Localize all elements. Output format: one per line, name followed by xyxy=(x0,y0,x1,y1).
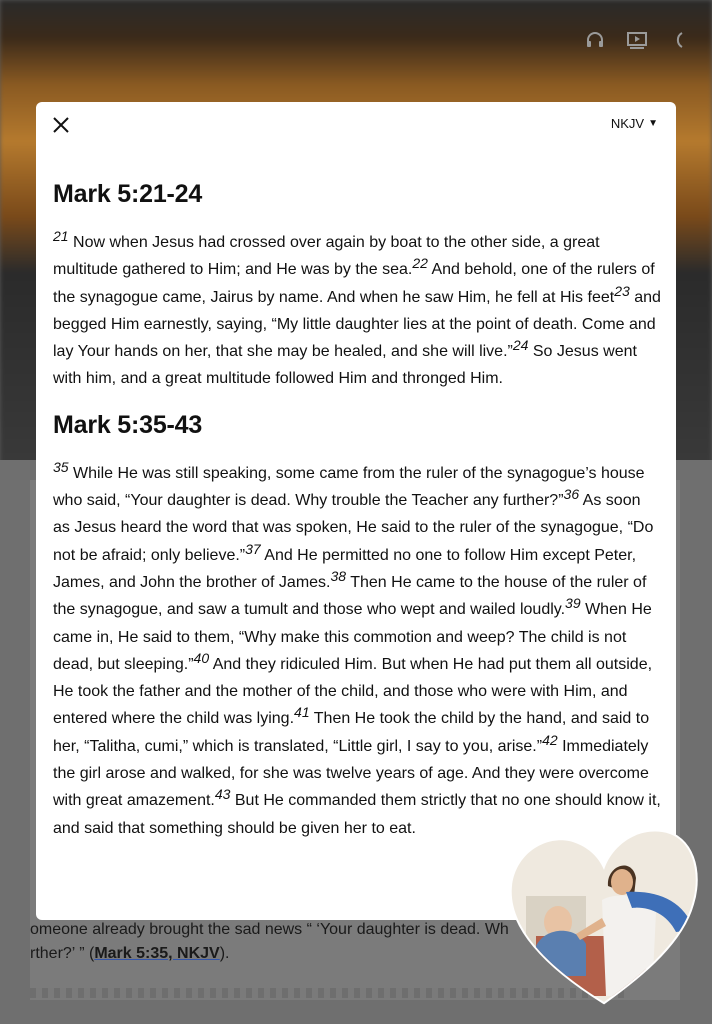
heart-illustration xyxy=(506,826,702,1008)
verse-number: 35 xyxy=(53,458,69,475)
verse-number: 24 xyxy=(512,337,529,354)
background-line-2-prefix: rther?’ ” ( xyxy=(30,945,95,962)
verse-text: When He came in, He said to them, “Why make this commotion and weep? The child is not dead, but sleeping.” xyxy=(53,601,652,673)
scripture-content xyxy=(53,162,661,856)
verse-text: So Jesus went with him, and a great multitude followed Him and thronged Him. xyxy=(53,343,637,388)
passage-title: Mark 5:35-43 xyxy=(53,410,203,439)
play-video-icon[interactable] xyxy=(626,30,648,52)
caret-down-icon: ▼ xyxy=(648,118,658,129)
background-line-2-suffix: ). xyxy=(219,945,230,962)
verse-number: 23 xyxy=(614,282,630,299)
verse-text: As soon as Jesus heard the word that was spoken, He said to the ruler of the synagogue, “Do not be afraid; only believe.” xyxy=(53,492,654,564)
headphones-icon[interactable] xyxy=(584,30,606,52)
verse-number: 37 xyxy=(245,540,261,557)
close-button[interactable] xyxy=(50,114,72,136)
verse-number: 21 xyxy=(53,228,69,244)
verse-text: Immediately the girl arose and walked, for she was twelve years of age. And they were overcome with great amazement. xyxy=(53,737,649,810)
verse-text: And they ridiculed Him. But when He had put them all outside, He took the father and the mother of the child, and those who were with Him, and entered where the child was lying. xyxy=(53,655,653,728)
passage-block-2 xyxy=(53,411,661,842)
verse-text: Then He took the child by the hand, and said to her, “Talitha, cumi,” which is translated, “Little girl, I say to you, arise.” xyxy=(53,710,650,755)
verse-number: 40 xyxy=(193,649,210,666)
verse-text: Then He came to the house of the ruler of the synagogue, and saw a tumult and those who wept and wailed loudly. xyxy=(53,573,647,619)
scripture-modal xyxy=(36,102,676,920)
verse-number: 41 xyxy=(294,704,310,721)
background-line-1: omeone already brought the sad news “ ‘Your daughter is dead. Wh xyxy=(30,921,509,938)
verse-number: 39 xyxy=(565,595,581,612)
verse-text: And He permitted no one to follow Him except Peter, James, and John the brother of James. xyxy=(53,546,637,591)
background-article-text xyxy=(30,918,550,966)
verse-text: and begged Him earnestly, saying, “My little daughter lies at the point of death. Come and lay Your hands on her, that she may be healed, and she will live.” xyxy=(53,288,661,361)
verse-number: 22 xyxy=(412,255,428,272)
verse-number: 38 xyxy=(330,567,347,584)
version-label: NKJV xyxy=(610,116,645,131)
passage-text xyxy=(53,229,661,393)
verse-number: 42 xyxy=(542,731,558,748)
passage-title: Mark 5:21-24 xyxy=(53,180,203,208)
verse-text: But He commanded them strictly that no one should know it, and said that something should be given her to eat. xyxy=(53,792,661,837)
verse-number: 36 xyxy=(563,486,580,503)
top-toolbar xyxy=(584,30,690,52)
verse-number: 43 xyxy=(214,786,231,803)
more-icon[interactable] xyxy=(668,30,690,52)
scripture-reference-link[interactable]: Mark 5:35, NKJV xyxy=(94,945,220,962)
close-icon xyxy=(50,114,72,136)
verse-text: While He was still speaking, some came from the ruler of the synagogue’s house who said, “Your daughter is dead. Why trouble the Teacher any further?” xyxy=(53,464,645,510)
version-select[interactable] xyxy=(611,116,658,131)
background-line-2 xyxy=(30,942,550,966)
passage-block-1 xyxy=(53,180,661,393)
passage-text xyxy=(53,460,661,842)
verse-text: And behold, one of the rulers of the synagogue came, Jairus by name. And when he saw Him, he fell at His feet xyxy=(53,261,655,306)
verse-text: Now when Jesus had crossed over again by boat to the other side, a great multitude gathered to Him; and He was by the sea. xyxy=(53,234,600,279)
